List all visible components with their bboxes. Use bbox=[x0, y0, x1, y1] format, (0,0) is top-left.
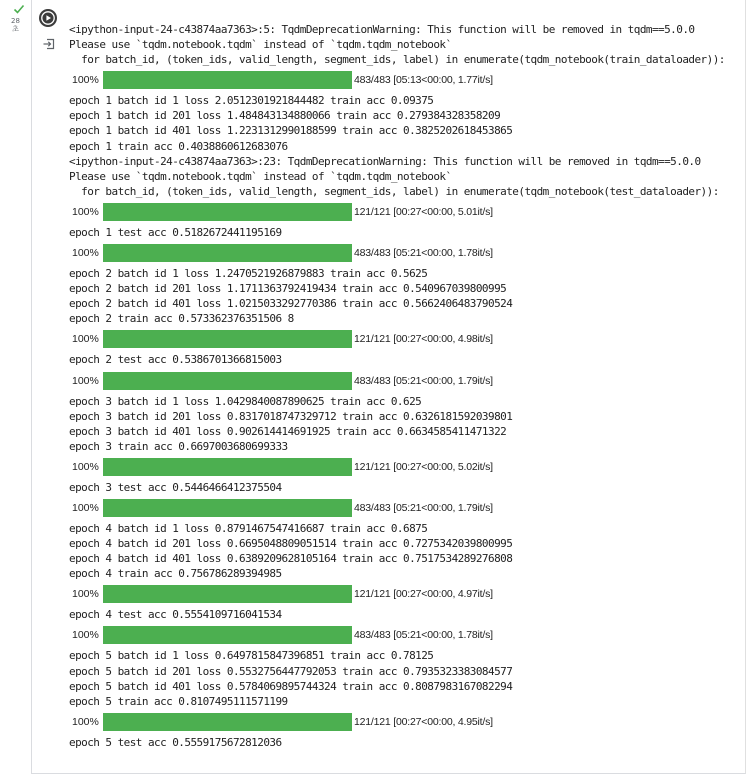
progress-fill bbox=[103, 713, 352, 731]
progress-track bbox=[103, 499, 352, 517]
output-line: epoch 5 train acc 0.8107495111571199 bbox=[69, 694, 288, 708]
output-line: for batch_id, (token_ids, valid_length, segment_ids, label) in enumerate(tqdm_notebook(test_dataloader)): bbox=[69, 184, 719, 198]
progress-stats: 121/121 [00:27<00:00, 4.95it/s] bbox=[354, 715, 493, 728]
output-line: epoch 3 train acc 0.6697003680699333 bbox=[69, 439, 288, 453]
progress-bar bbox=[69, 458, 739, 476]
progress-stats: 483/483 [05:21<00:00, 1.78it/s] bbox=[354, 629, 493, 642]
progress-percent: 100% bbox=[72, 374, 99, 387]
progress-track bbox=[103, 585, 352, 603]
output-line: epoch 3 batch id 1 loss 1.0429840087890625 train acc 0.625 bbox=[69, 394, 422, 408]
output-line: epoch 3 batch id 401 loss 0.902614414691925 train acc 0.6634585411471322 bbox=[69, 424, 507, 438]
cell-output bbox=[69, 22, 739, 750]
progress-fill bbox=[103, 458, 352, 476]
progress-bar bbox=[69, 203, 739, 221]
output-line: epoch 3 test acc 0.5446466412375504 bbox=[69, 480, 282, 494]
progress-percent: 100% bbox=[72, 333, 99, 346]
progress-track bbox=[103, 203, 352, 221]
output-line: epoch 1 test acc 0.5182672441195169 bbox=[69, 225, 282, 239]
output-line: epoch 5 test acc 0.5559175672812036 bbox=[69, 735, 282, 749]
output-line: epoch 4 train acc 0.756786289394985 bbox=[69, 567, 282, 581]
progress-bar bbox=[69, 585, 739, 603]
output-line: Please use `tqdm.notebook.tqdm` instead of `tqdm.tqdm_notebook` bbox=[69, 169, 452, 183]
progress-bar bbox=[69, 713, 739, 731]
output-line: <ipython-input-24-c43874aa7363>:23: TqdmDeprecationWarning: This function will be removed in tqdm==5.0.0 bbox=[69, 154, 701, 168]
output-line: epoch 2 batch id 1 loss 1.2470521926879883 train acc 0.5625 bbox=[69, 267, 428, 281]
progress-fill bbox=[103, 203, 352, 221]
output-line: epoch 2 batch id 401 loss 1.0215033292770386 train acc 0.5662406483790524 bbox=[69, 297, 513, 311]
progress-percent: 100% bbox=[72, 588, 99, 601]
progress-track bbox=[103, 330, 352, 348]
output-line: epoch 4 batch id 401 loss 0.6389209628105164 train acc 0.7517534289276808 bbox=[69, 552, 513, 566]
progress-stats: 483/483 [05:21<00:00, 1.78it/s] bbox=[354, 247, 493, 260]
progress-track bbox=[103, 626, 352, 644]
progress-bar bbox=[69, 244, 739, 262]
output-redirect-icon[interactable] bbox=[42, 37, 56, 51]
output-line: epoch 1 batch id 401 loss 1.2231312990188599 train acc 0.3825202618453865 bbox=[69, 124, 513, 138]
progress-bar bbox=[69, 330, 739, 348]
play-icon bbox=[39, 9, 57, 27]
output-line: epoch 5 batch id 401 loss 0.5784069895744324 train acc 0.8087983167082294 bbox=[69, 679, 513, 693]
output-line: epoch 1 batch id 201 loss 1.484843134880066 train acc 0.279384328358209 bbox=[69, 109, 501, 123]
progress-stats: 121/121 [00:27<00:00, 5.01it/s] bbox=[354, 205, 493, 218]
progress-percent: 100% bbox=[72, 460, 99, 473]
output-line: epoch 4 test acc 0.5554109716041534 bbox=[69, 608, 282, 622]
run-cell-button[interactable] bbox=[39, 9, 57, 27]
output-line: epoch 4 batch id 1 loss 0.8791467547416687 train acc 0.6875 bbox=[69, 521, 428, 535]
output-line: epoch 5 batch id 1 loss 0.6497815847396851 train acc 0.78125 bbox=[69, 649, 434, 663]
progress-bar bbox=[69, 71, 739, 89]
progress-bar bbox=[69, 499, 739, 517]
output-line: epoch 2 test acc 0.5386701366815003 bbox=[69, 353, 282, 367]
progress-track bbox=[103, 372, 352, 390]
progress-track bbox=[103, 71, 352, 89]
progress-track bbox=[103, 458, 352, 476]
progress-stats: 121/121 [00:27<00:00, 5.02it/s] bbox=[354, 460, 493, 473]
progress-percent: 100% bbox=[72, 715, 99, 728]
output-line: <ipython-input-24-c43874aa7363>:5: TqdmDeprecationWarning: This function will be removed in tqdm==5.0.0 bbox=[69, 23, 695, 36]
output-line: for batch_id, (token_ids, valid_length, segment_ids, label) in enumerate(tqdm_notebook(train_dataloader)): bbox=[69, 53, 725, 67]
output-line: epoch 2 batch id 201 loss 1.1711363792419434 train acc 0.540967039800995 bbox=[69, 282, 507, 296]
progress-fill bbox=[103, 372, 352, 390]
progress-stats: 121/121 [00:27<00:00, 4.97it/s] bbox=[354, 588, 493, 601]
output-line: epoch 4 batch id 201 loss 0.6695048809051514 train acc 0.7275342039800995 bbox=[69, 537, 513, 551]
progress-percent: 100% bbox=[72, 247, 99, 260]
progress-bar bbox=[69, 626, 739, 644]
cell-gutter bbox=[0, 0, 31, 777]
progress-fill bbox=[103, 244, 352, 262]
progress-stats: 483/483 [05:13<00:00, 1.77it/s] bbox=[354, 74, 493, 87]
progress-fill bbox=[103, 71, 352, 89]
progress-percent: 100% bbox=[72, 629, 99, 642]
execution-count: 28 bbox=[11, 17, 20, 25]
progress-fill bbox=[103, 585, 352, 603]
check-icon bbox=[13, 3, 25, 15]
progress-stats: 121/121 [00:27<00:00, 4.98it/s] bbox=[354, 333, 493, 346]
progress-fill bbox=[103, 626, 352, 644]
output-line: epoch 2 train acc 0.573362376351506 8 bbox=[69, 312, 294, 326]
output-line: Please use `tqdm.notebook.tqdm` instead of `tqdm.tqdm_notebook` bbox=[69, 38, 452, 52]
output-line: epoch 1 train acc 0.4038860612683076 bbox=[69, 139, 288, 153]
output-line: epoch 1 batch id 1 loss 2.0512301921844482 train acc 0.09375 bbox=[69, 94, 434, 108]
progress-bar bbox=[69, 372, 739, 390]
progress-stats: 483/483 [05:21<00:00, 1.79it/s] bbox=[354, 374, 493, 387]
progress-track bbox=[103, 244, 352, 262]
progress-fill bbox=[103, 499, 352, 517]
execution-unit: 초 bbox=[12, 25, 19, 33]
progress-track bbox=[103, 713, 352, 731]
output-line: epoch 3 batch id 201 loss 0.8317018747329712 train acc 0.6326181592039801 bbox=[69, 409, 513, 423]
progress-percent: 100% bbox=[72, 501, 99, 514]
progress-percent: 100% bbox=[72, 74, 99, 87]
output-line: epoch 5 batch id 201 loss 0.5532756447792053 train acc 0.7935323383084577 bbox=[69, 664, 513, 678]
progress-percent: 100% bbox=[72, 205, 99, 218]
progress-fill bbox=[103, 330, 352, 348]
progress-stats: 483/483 [05:21<00:00, 1.79it/s] bbox=[354, 501, 493, 514]
